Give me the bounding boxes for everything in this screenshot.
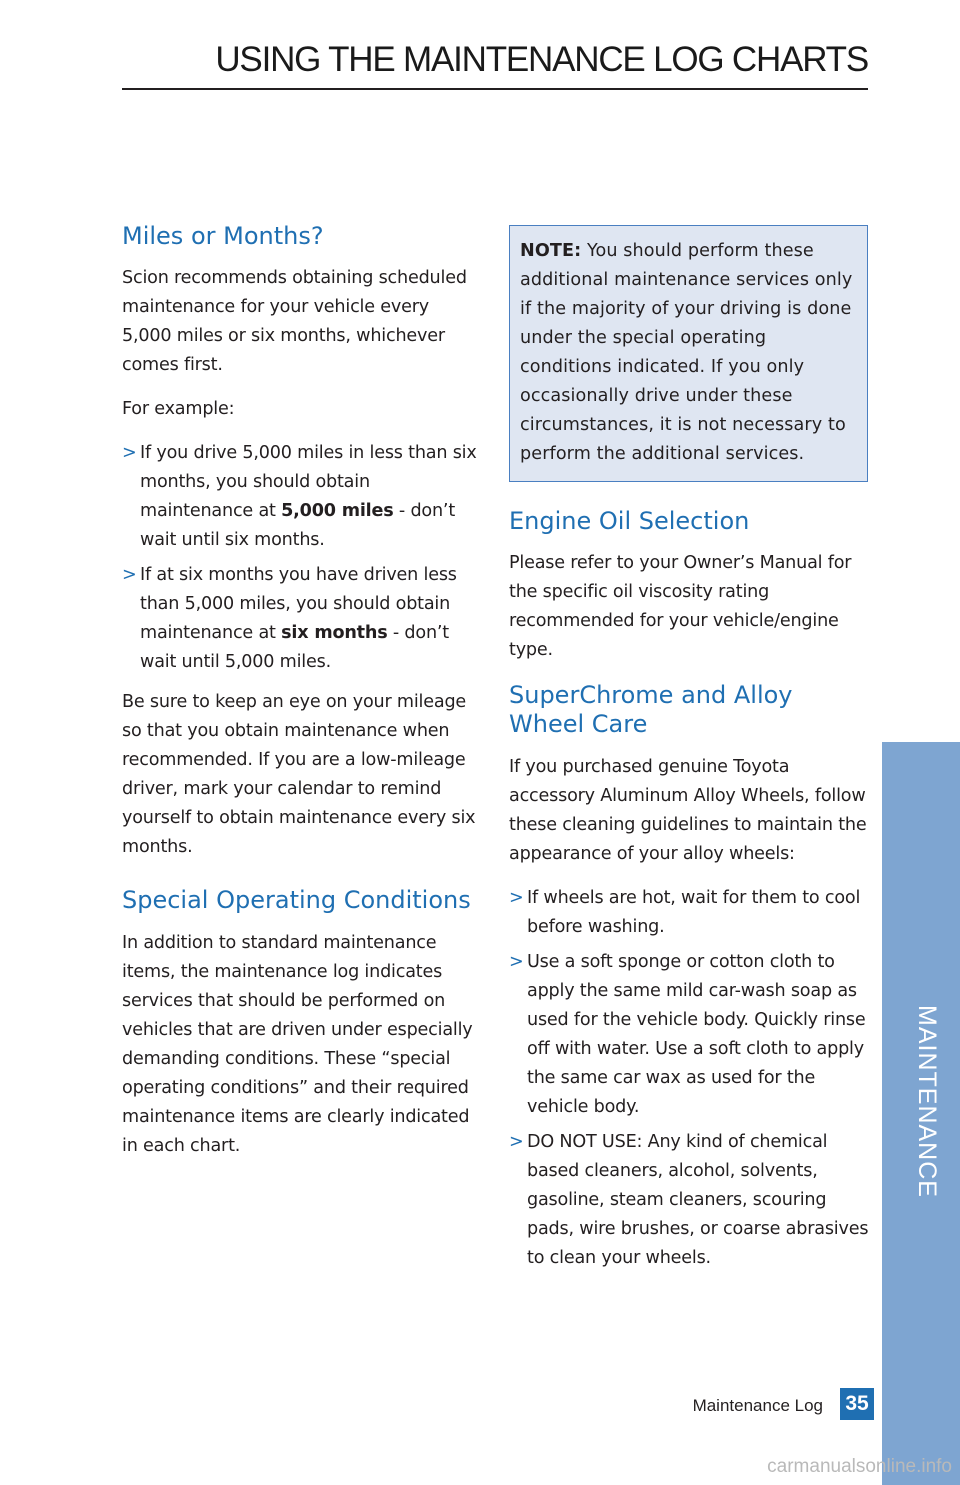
bullet-marker: >	[122, 443, 137, 463]
list-item: > If at six months you have driven less than 5,000 miles, you should obtain maintenance at six months - don’t wait until 5,000 miles.	[122, 561, 482, 677]
page-title: USING THE MAINTENANCE LOG CHARTS	[215, 40, 868, 79]
emphasis-5000-miles: 5,000 miles	[281, 501, 394, 521]
wheel-care-heading: SuperChrome and Alloy Wheel Care	[509, 681, 793, 738]
engine-oil-heading: Engine Oil Selection	[509, 507, 750, 535]
wheel-care-intro: If you purchased genuine Toyota accessory Aluminum Alloy Wheels, follow these cleaning guidelines to maintain the appearance of your alloy wheels:	[509, 757, 867, 864]
note-box	[509, 225, 868, 482]
special-operating-conditions-heading: Special Operating Conditions	[122, 886, 471, 914]
left-column	[122, 222, 482, 1161]
sidebar-section-label: MAINTENANCE	[913, 1005, 941, 1198]
list-item: > If you drive 5,000 miles in less than six months, you should obtain maintenance at 5,000 miles - don’t wait until six months.	[122, 439, 482, 555]
note-text: NOTE: You should perform these additional maintenance services only if the majority of your driving is done under the special operating conditions indicated. If you only occasionally drive under these circumstances, it is not necessary to perform the additional services.	[520, 241, 853, 464]
bullet-marker: >	[509, 888, 524, 908]
list-item: > Use a soft sponge or cotton cloth to apply the same mild car-wash soap as used for the vehicle body. Quickly rinse off with water. Use a soft cloth to apply the same car wax as used for the vehicle body.	[509, 948, 869, 1122]
footer-section-label: Maintenance Log	[692, 1396, 823, 1415]
list-item: > DO NOT USE: Any kind of chemical based cleaners, alcohol, solvents, gasoline, steam cleaners, scouring pads, wire brushes, or coarse abrasives to clean your wheels.	[509, 1128, 869, 1273]
list-item: > If wheels are hot, wait for them to cool before washing.	[509, 884, 869, 942]
watermark-text: carmanualsonline.info	[767, 1456, 952, 1477]
miles-or-months-heading: Miles or Months?	[122, 222, 324, 250]
header-rule	[122, 88, 868, 90]
for-example-label: For example:	[122, 399, 235, 419]
mileage-reminder-paragraph: Be sure to keep an eye on your mileage so that you obtain maintenance when recommended. If you are a low-mileage driver, mark your calendar to remind yourself to obtain maintenance every six months.	[122, 692, 476, 857]
page-number-badge: 35	[840, 1388, 874, 1420]
bullet-marker: >	[122, 565, 137, 585]
bullet-marker: >	[509, 1132, 524, 1152]
bullet-marker: >	[509, 952, 524, 972]
emphasis-six-months: six months	[281, 623, 388, 643]
note-label: NOTE:	[520, 241, 582, 261]
engine-oil-paragraph: Please refer to your Owner’s Manual for the specific oil viscosity rating recommended for your vehicle/engine type.	[509, 553, 852, 660]
special-conditions-paragraph: In addition to standard maintenance items, the maintenance log indicates services that should be performed on vehicles that are driven under especially demanding conditions. These “special operating conditions” and their required maintenance items are clearly indicated in each chart.	[122, 933, 473, 1156]
miles-intro-paragraph: Scion recommends obtaining scheduled maintenance for your vehicle every 5,000 miles or six months, whichever comes first.	[122, 268, 467, 375]
right-column	[509, 225, 869, 1273]
